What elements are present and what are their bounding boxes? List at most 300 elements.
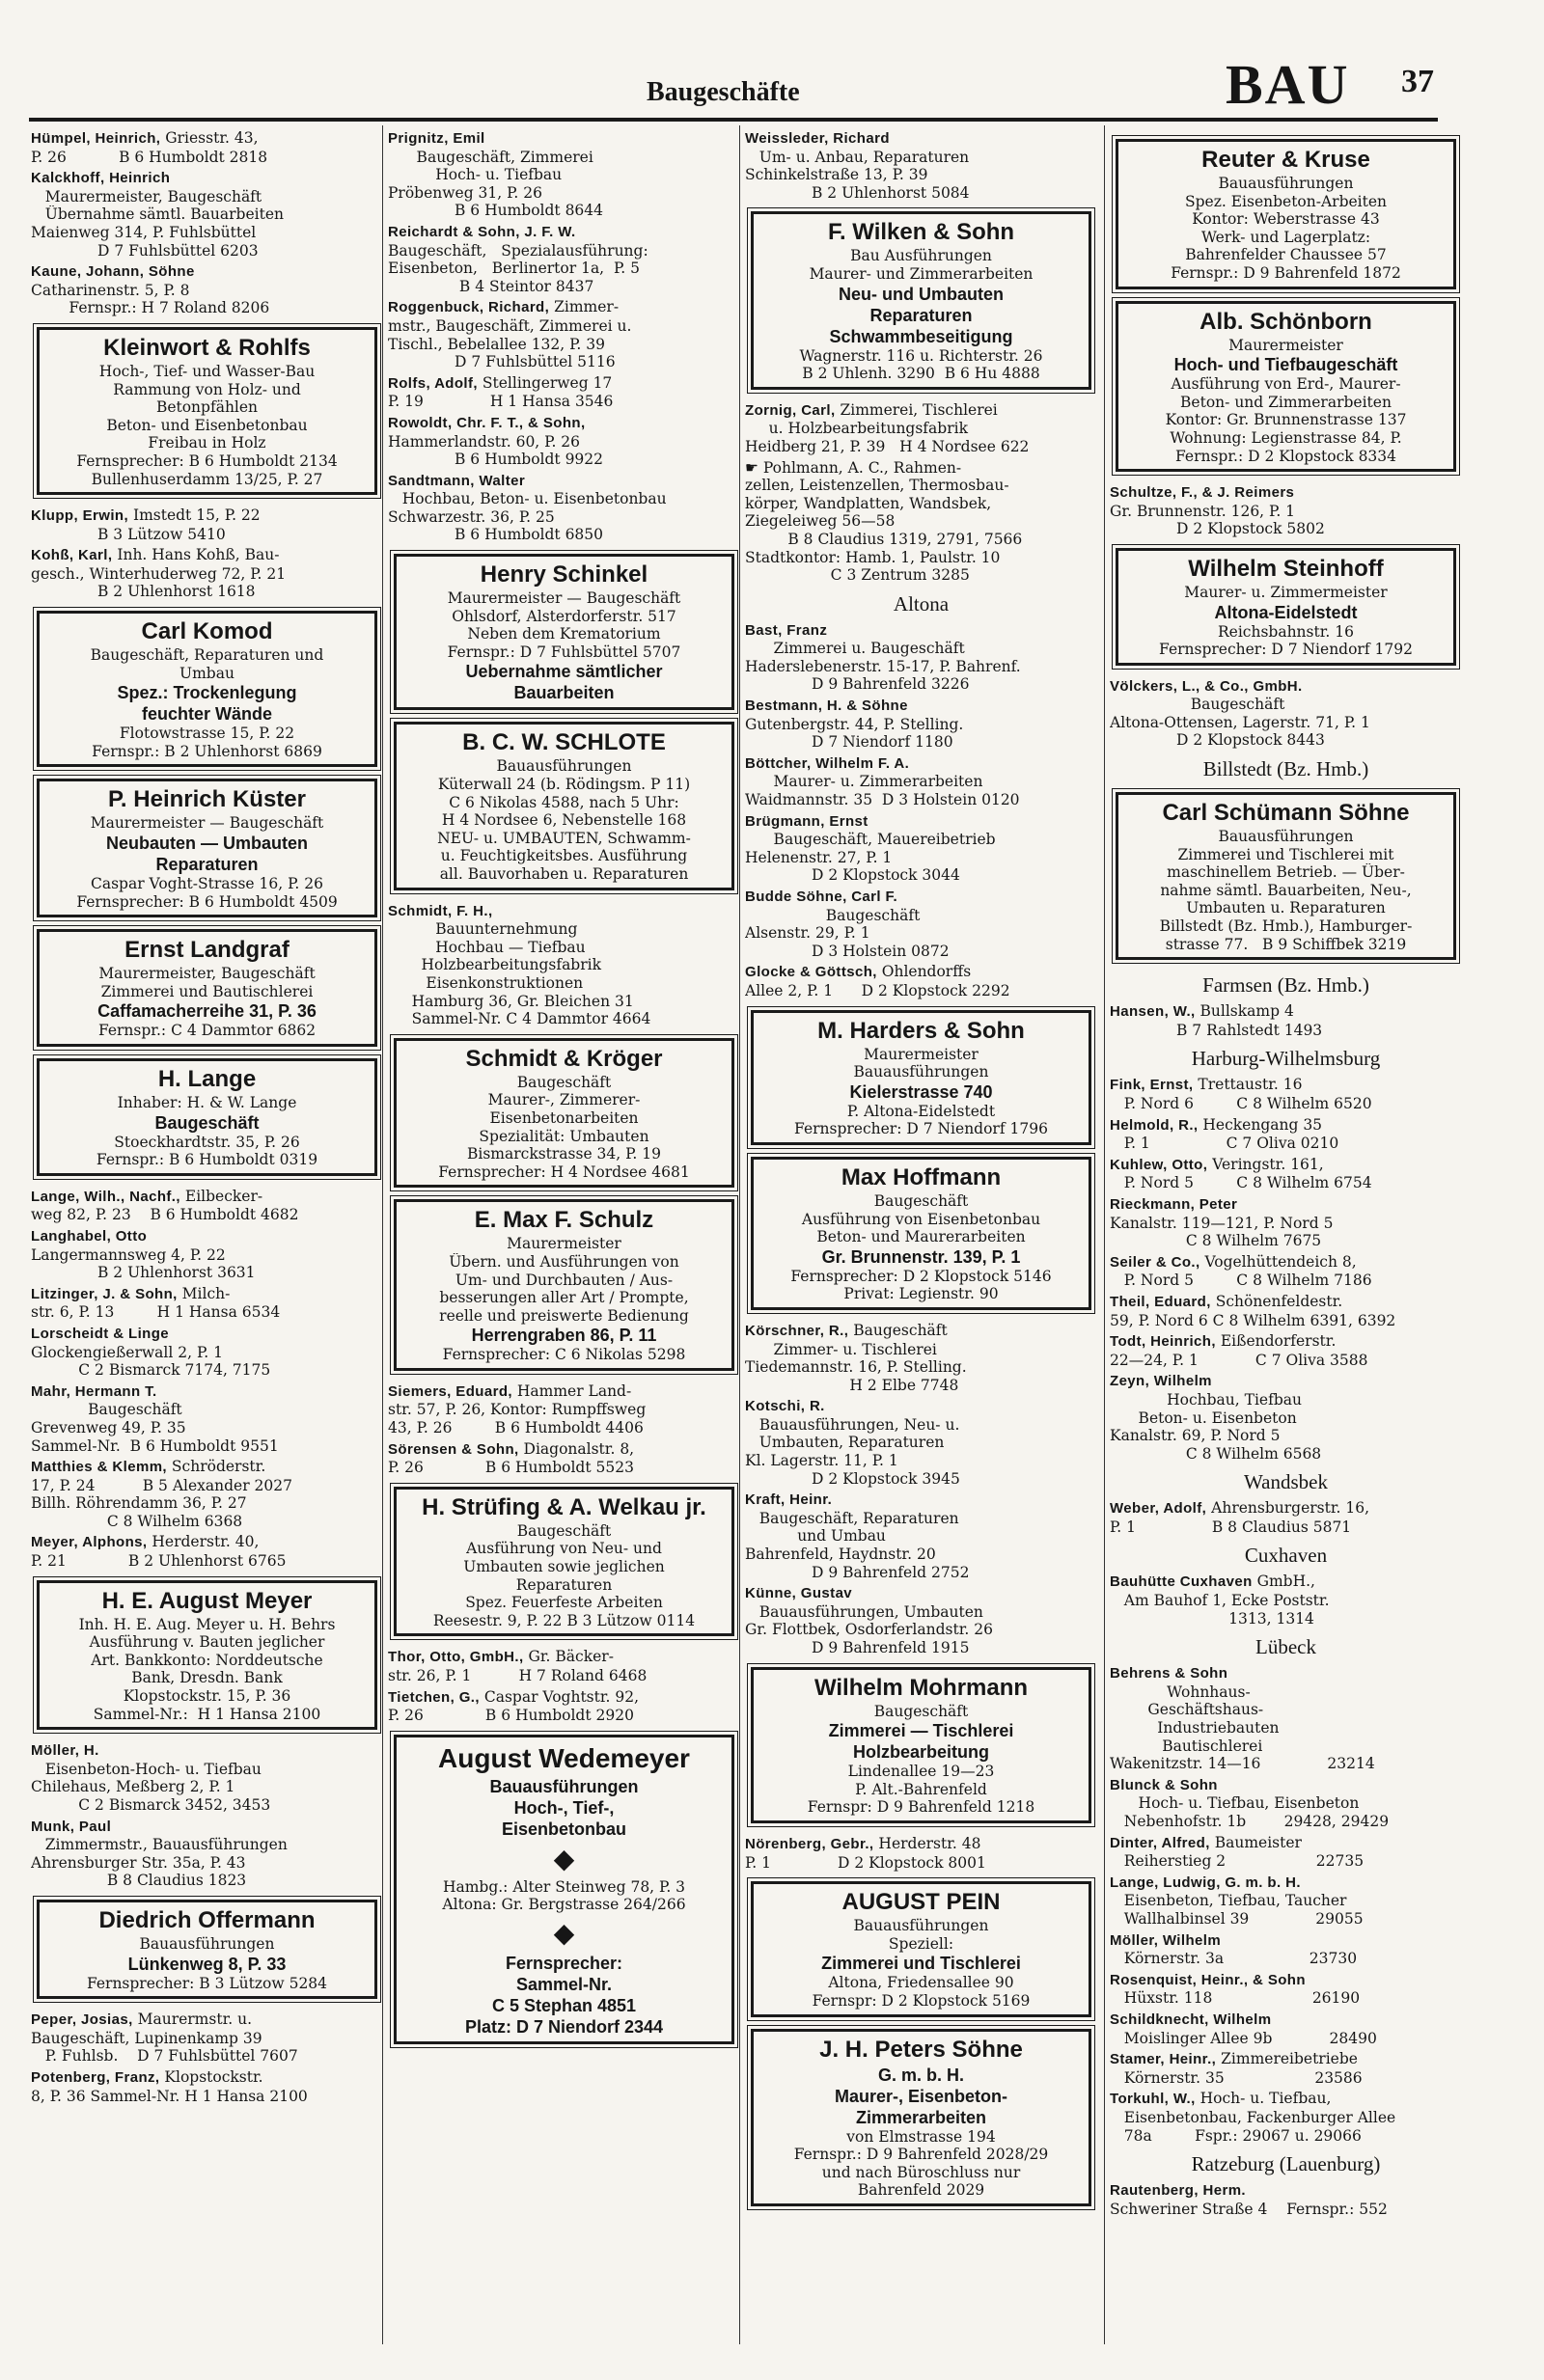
entry-line: Hamburg 36, Gr. Bleichen 31 xyxy=(388,992,634,1010)
ad-line: Art. Bankkonto: Norddeutsche xyxy=(91,1651,323,1669)
ad-line: Flotowstrasse 15, P. 22 xyxy=(119,725,295,743)
entry-line: Baugeschäft xyxy=(1110,696,1285,714)
entry-name: Zeyn, Wilhelm xyxy=(1110,1373,1212,1390)
directory-entry xyxy=(1110,1195,1462,1250)
entry-line: Weber, Adolf, Ahrensburgerstr. 16, xyxy=(1110,1499,1370,1518)
ad-line: Rammung von Holz- und xyxy=(113,380,301,398)
entry-name: Roggenbuck, Richard, xyxy=(388,299,550,316)
advertisement-box xyxy=(394,722,734,889)
entry-line: Fernspr.: H 7 Roland 8206 xyxy=(31,299,270,317)
ad-line: Privat: Legienstr. 90 xyxy=(843,1285,999,1303)
ad-line: Küterwall 24 (b. Rödingsm. P 11) xyxy=(437,776,691,794)
entry-line xyxy=(745,812,1097,832)
entry-line: Fink, Ernst, Trettaustr. 16 xyxy=(1110,1076,1303,1094)
directory-entry xyxy=(31,1533,383,1570)
ad-line: Reesestr. 9, P. 22 B 3 Lützow 0114 xyxy=(432,1611,696,1629)
directory-entry xyxy=(745,697,1097,752)
entry-name: Blunck & Sohn xyxy=(1110,1776,1218,1793)
entry-name: Lange, Wilh., Nachf., xyxy=(31,1188,180,1205)
entry-line: Schweriner Straße 4 Fernspr.: 552 xyxy=(1110,2200,1388,2218)
ad-line: von Elmstrasse 194 xyxy=(846,2127,996,2146)
ad-line: Beton- und Eisenbetonbau xyxy=(106,416,308,434)
entry-line: Siemers, Eduard, Hammer Land- xyxy=(388,1381,632,1400)
entry-line: Zimmer- u. Tischlerei xyxy=(745,1340,937,1358)
ad-line: Wagnerstr. 116 u. Richterstr. 26 xyxy=(799,346,1043,365)
entry-line: Catharinenstr. 5, P. 8 xyxy=(31,281,190,299)
entry-line: Maurermeister, Baugeschäft xyxy=(31,187,262,205)
ad-line: B 2 Uhlenh. 3290 B 6 Hu 4888 xyxy=(802,365,1040,383)
entry-line: Industriebauten xyxy=(1110,1719,1280,1737)
entry-name: Potenberg, Franz, xyxy=(31,2068,160,2086)
entry-name: Kalckhoff, Heinrich xyxy=(31,170,171,187)
ad-highlight-line: Zimmerei und Tischlerei xyxy=(821,1954,1021,1974)
header-rule xyxy=(29,118,1438,122)
ad-line: Ohlsdorf, Alsterdorferstr. 517 xyxy=(452,607,676,625)
entry-line: C 2 Bismarck 7174, 7175 xyxy=(31,1361,271,1380)
ad-highlight-line: Reparaturen xyxy=(155,855,259,875)
ad-line: Reparaturen xyxy=(515,1575,613,1594)
ad-line: Bauausführungen xyxy=(1218,175,1354,192)
directory-entry xyxy=(31,1818,383,1890)
entry-line: Baugeschäft xyxy=(31,1401,182,1419)
ad-line: Umbau xyxy=(179,664,234,682)
ad-line: Sammel-Nr.: H 1 Hansa 2100 xyxy=(93,1705,321,1723)
ad-highlight-line: Platz: D 7 Niendorf 2344 xyxy=(464,2016,664,2037)
entry-line: Schinkelstraße 13, P. 39 xyxy=(745,166,928,184)
entry-line: Altona-Ottensen, Lagerstr. 71, P. 1 xyxy=(1110,713,1370,731)
advertisement-box xyxy=(37,611,377,767)
entry-line: Umbauten, Reparaturen xyxy=(745,1434,945,1452)
entry-line: Klupp, Erwin, Imstedt 15, P. 22 xyxy=(31,506,261,525)
ad-title: F. Wilken & Sohn xyxy=(827,219,1015,246)
ad-line: Bullenhuserdamm 13/25, P. 27 xyxy=(91,470,323,488)
directory-entry xyxy=(745,963,1097,999)
entry-line: B 2 Uhlenhorst 3631 xyxy=(31,1264,256,1282)
ad-highlight-line: Hoch-, Tief-, xyxy=(513,1797,615,1818)
entry-line: Schwarzestr. 36, P. 25 xyxy=(388,507,555,526)
entry-line xyxy=(1110,1776,1462,1795)
entry-name: Rowoldt, Chr. F. T., & Sohn, xyxy=(388,414,586,431)
ad-line: Reichsbahnstr. 16 xyxy=(1217,622,1354,641)
entry-line: str. 26, P. 1 H 7 Roland 6468 xyxy=(388,1667,648,1684)
advertisement-box xyxy=(751,211,1091,389)
entry-name: Sörensen & Sohn, xyxy=(388,1440,519,1458)
ad-line: Baugeschäft, Reparaturen und xyxy=(90,646,324,665)
entry-line xyxy=(388,223,740,242)
directory-entry xyxy=(1110,1664,1462,1773)
entry-line: Langermannsweg 4, P. 22 xyxy=(31,1245,226,1264)
directory-entry xyxy=(1110,1499,1462,1536)
entry-line: Gr. Flottbek, Osdorferlandstr. 26 xyxy=(745,1621,993,1639)
ad-highlight-line: Maurer-, Eisenbeton- xyxy=(834,2086,1008,2106)
ad-line: Neben dem Krematorium xyxy=(467,625,661,643)
entry-line: Potenberg, Franz, Klopstockstr. xyxy=(31,2067,263,2086)
directory-entry xyxy=(31,1188,383,1224)
diamond-ornament: ◆ xyxy=(553,1916,575,1949)
ad-title: B. C. W. SCHLOTE xyxy=(462,729,666,756)
entry-line: Tischl., Bebelallee 132, P. 39 xyxy=(388,335,605,353)
ad-line: Spez. Feuerfeste Arbeiten xyxy=(465,1594,663,1612)
entry-name: Zornig, Carl, xyxy=(745,401,836,419)
directory-entry xyxy=(745,754,1097,809)
ad-line: nahme sämtl. Bauarbeiten, Neu-, xyxy=(1160,881,1412,899)
entry-line: D 7 Fuhlsbüttel 6203 xyxy=(31,241,259,260)
entry-line: Litzinger, J. & Sohn, Milch- xyxy=(31,1284,231,1302)
entry-line: Baugeschäft, Zimmerei xyxy=(388,148,593,166)
ad-title: Carl Komod xyxy=(141,618,273,645)
directory-entry xyxy=(388,472,740,544)
entry-line: D 2 Klopstock 3044 xyxy=(745,866,960,885)
page-number: 37 xyxy=(1401,64,1434,99)
ad-line: Hambg.: Alter Steinweg 78, P. 3 xyxy=(442,1877,686,1896)
entry-line: Waidmannstr. 35 D 3 Holstein 0120 xyxy=(745,791,1020,809)
directory-column-4 xyxy=(1110,129,1462,2221)
advertisement-box xyxy=(37,929,377,1047)
entry-name: Seiler & Co., xyxy=(1110,1253,1200,1271)
ad-line: Bahrenfeld 2029 xyxy=(857,2181,985,2200)
entry-name: Bestmann, H. & Söhne xyxy=(745,698,908,715)
directory-entry xyxy=(31,1227,383,1282)
entry-line: Bautischlerei xyxy=(1110,1737,1263,1755)
entry-line: B 2 Uhlenhorst 5084 xyxy=(745,183,970,202)
entry-name: Künne, Gustav xyxy=(745,1585,853,1602)
ad-highlight-line: Kielerstrasse 740 xyxy=(849,1081,993,1102)
entry-line xyxy=(745,697,1097,716)
entry-line: P. Nord 5 C 8 Wilhelm 7186 xyxy=(1110,1272,1372,1290)
directory-entry xyxy=(31,2011,383,2065)
ad-line: Klopstockstr. 15, P. 36 xyxy=(123,1687,291,1706)
entry-line: Hoch- u. Tiefbau xyxy=(388,166,563,184)
advertisement-box xyxy=(394,1199,734,1371)
entry-line: B 3 Lützow 5410 xyxy=(31,525,226,543)
entry-line: P. 26 B 6 Humboldt 2818 xyxy=(31,148,268,166)
ad-line: Fernsprecher: B 6 Humboldt 4509 xyxy=(76,892,338,911)
entry-line: Gr. Brunnenstr. 126, P. 1 xyxy=(1110,502,1296,520)
entry-line: Tietchen, G., Caspar Voghtstr. 92, xyxy=(388,1687,640,1706)
ad-line: Altona, Friedensallee 90 xyxy=(828,1974,1014,1992)
entry-line: Helenenstr. 27, P. 1 xyxy=(745,848,893,866)
ad-line: Bauausführungen xyxy=(853,1917,989,1935)
directory-entry xyxy=(1110,1971,1462,2008)
entry-line: Geschäftshaus- xyxy=(1110,1701,1264,1719)
directory-entry xyxy=(388,223,740,295)
entry-line: Kl. Lagerstr. 11, P. 1 xyxy=(745,1452,898,1470)
entry-line xyxy=(745,754,1097,774)
entry-line: Hammerlandstr. 60, P. 26 xyxy=(388,432,581,451)
entry-line: 17, P. 24 B 5 Alexander 2027 xyxy=(31,1476,292,1494)
directory-entry xyxy=(1110,1293,1462,1329)
directory-entry xyxy=(1110,1776,1462,1831)
entry-line: Nörenberg, Gebr., Herderstr. 48 xyxy=(745,1834,981,1852)
entry-line xyxy=(388,472,740,491)
ad-line: Maurermeister — Baugeschäft xyxy=(90,814,324,833)
ad-line: maschinellem Betrieb. — Über- xyxy=(1167,863,1405,882)
entry-line: D 9 Bahrenfeld 1915 xyxy=(745,1639,970,1656)
entry-name: Lange, Ludwig, G. m. b. H. xyxy=(1110,1874,1301,1891)
ad-line: Fernspr.: D 7 Fuhlsbüttel 5707 xyxy=(447,643,681,661)
directory-entry xyxy=(745,1491,1097,1581)
ad-title: J. H. Peters Söhne xyxy=(819,2036,1023,2063)
advertisement-box xyxy=(751,1667,1091,1823)
entry-line xyxy=(31,262,383,282)
entry-line: Torkuhl, W., Hoch- u. Tiefbau, xyxy=(1110,2090,1332,2108)
entry-name: Mahr, Hermann T. xyxy=(31,1382,157,1400)
ad-title: Wilhelm Steinhoff xyxy=(1188,555,1384,582)
entry-name: Weber, Adolf, xyxy=(1110,1500,1207,1518)
entry-line: Bauhütte Cuxhaven GmbH., xyxy=(1110,1573,1315,1591)
entry-line: ☛ Pohlmann, A. C., Rahmen- xyxy=(745,458,962,477)
entry-line: Hüxstr. 118 26190 xyxy=(1110,1989,1361,2008)
directory-entry xyxy=(31,1458,383,1530)
entry-line: P. 1 D 2 Klopstock 8001 xyxy=(745,1853,986,1872)
ad-highlight-line: Caffamacherreihe 31, P. 36 xyxy=(97,1001,317,1022)
entry-name: Lorscheidt & Linge xyxy=(31,1325,170,1342)
entry-line xyxy=(745,129,1097,149)
directory-entry xyxy=(31,546,383,601)
entry-line: Dinter, Alfred, Baumeister xyxy=(1110,1833,1302,1851)
ad-title: Carl Schümann Söhne xyxy=(1162,800,1410,827)
ad-highlight-line: Uebernahme sämtlicher xyxy=(465,662,663,682)
entry-name: Bauhütte Cuxhaven xyxy=(1110,1573,1253,1591)
ad-title: H. Lange xyxy=(157,1066,257,1092)
entry-line: Wakenitzstr. 14—16 23214 xyxy=(1110,1755,1375,1773)
ad-line: Fernsprecher: D 2 Klopstock 5146 xyxy=(790,1267,1052,1285)
directory-entry xyxy=(1110,1076,1462,1112)
entry-line: Ziegeleiweg 56—58 xyxy=(745,512,896,531)
entry-name: Hümpel, Heinrich, xyxy=(31,130,161,147)
entry-line: Peper, Josias, Maurermstr. u. xyxy=(31,2011,253,2029)
directory-entry xyxy=(31,1285,383,1322)
entry-line: Bauausführungen, Neu- u. xyxy=(745,1415,960,1434)
ad-line: Spezialität: Umbauten xyxy=(479,1127,649,1145)
entry-line: B 6 Humboldt 8644 xyxy=(388,202,604,220)
entry-line: Baugeschäft xyxy=(745,906,921,924)
ad-line: Werk- und Lagerplatz: xyxy=(1200,228,1371,246)
entry-line: Eisenbeton, Berlinertor 1a, P. 5 xyxy=(388,260,640,278)
entry-line: Heidberg 21, P. 39 H 4 Nordsee 622 xyxy=(745,437,1030,455)
entry-line: Hochbau, Beton- u. Eisenbetonbau xyxy=(388,490,667,508)
entry-name: Dinter, Alfred, xyxy=(1110,1834,1210,1851)
advertisement-box xyxy=(37,327,377,495)
advertisement-box xyxy=(394,554,734,710)
ad-line: Stoeckhardtstr. 35, P. 26 xyxy=(114,1133,300,1151)
ad-line: Bauausführungen xyxy=(1218,828,1354,846)
place-heading: Ratzeburg (Lauenburg) xyxy=(1191,2152,1381,2176)
entry-line: P. 21 B 2 Uhlenhorst 6765 xyxy=(31,1552,287,1571)
entry-line xyxy=(1110,677,1462,697)
entry-line: B 4 Steintor 8437 xyxy=(388,277,594,295)
entry-line: Roggenbuck, Richard, Zimmer- xyxy=(388,298,620,316)
entry-line: P. 1 C 7 Oliva 0210 xyxy=(1110,1135,1339,1153)
entry-name: Rautenberg, Herm. xyxy=(1110,2182,1246,2200)
entry-line: Hansen, W., Bullskamp 4 xyxy=(1110,1002,1294,1021)
entry-line: D 2 Klopstock 5802 xyxy=(1110,520,1325,538)
ad-line: Fernspr.: D 2 Klopstock 8334 xyxy=(1174,447,1397,465)
entry-name: Kotschi, R. xyxy=(745,1398,825,1415)
entry-name: Kohß, Karl, xyxy=(31,547,113,564)
entry-name: Meyer, Alphons, xyxy=(31,1534,148,1551)
entry-name: Theil, Eduard, xyxy=(1110,1293,1211,1310)
entry-name: Bast, Franz xyxy=(745,621,828,639)
entry-line: u. Holzbearbeitungsfabrik xyxy=(745,420,968,438)
entry-line: Kanalstr. 69, P. Nord 5 xyxy=(1110,1427,1281,1445)
entry-line: B 7 Rahlstedt 1493 xyxy=(1110,1021,1323,1039)
entry-line xyxy=(1110,1931,1462,1951)
ad-title: M. Harders & Sohn xyxy=(817,1017,1025,1044)
directory-entry xyxy=(1110,1874,1462,1929)
entry-line: C 8 Wilhelm 6368 xyxy=(31,1512,243,1530)
ad-line: Bismarckstrasse 34, P. 19 xyxy=(466,1145,661,1163)
entry-line: Reiherstieg 2 22735 xyxy=(1110,1852,1365,1871)
ad-line: Hoch-, Tief- und Wasser-Bau xyxy=(98,362,316,380)
place-heading: Cuxhaven xyxy=(1244,1544,1328,1568)
entry-line: D 9 Bahrenfeld 2752 xyxy=(745,1563,970,1581)
entry-line: Todt, Heinrich, Eißendorferstr. xyxy=(1110,1332,1337,1351)
entry-line xyxy=(388,414,740,433)
entry-line: C 2 Bismarck 3452, 3453 xyxy=(31,1796,271,1814)
entry-line: Stadtkontor: Hamb. 1, Paulstr. 10 xyxy=(745,548,1001,566)
ad-line: strasse 77. B 9 Schiffbek 3219 xyxy=(1165,935,1407,953)
ad-line: Bau Ausführungen xyxy=(850,247,992,265)
entry-name: Schildknecht, Wilhelm xyxy=(1110,2011,1272,2028)
entry-line: Glockengießerwall 2, P. 1 xyxy=(31,1343,223,1361)
ad-highlight-line: G. m. b. H. xyxy=(877,2065,964,2085)
entry-name: Rosenquist, Heinr., & Sohn xyxy=(1110,1971,1306,1988)
entry-line xyxy=(1110,2181,1462,2201)
entry-line: Grevenweg 49, P. 35 xyxy=(31,1418,186,1436)
entry-line: C 8 Wilhelm 7675 xyxy=(1110,1232,1322,1250)
entry-line: 59, P. Nord 6 C 8 Wilhelm 6391, 6392 xyxy=(1110,1311,1396,1329)
directory-entry xyxy=(745,621,1097,694)
entry-line: Pröbenweg 31, P. 26 xyxy=(388,183,542,202)
ad-line: Übern. und Ausführungen von xyxy=(449,1252,679,1271)
ad-line: Caspar Voght-Strasse 16, P. 26 xyxy=(91,875,323,893)
advertisement-box xyxy=(1116,139,1456,289)
entry-line: Chilehaus, Meßberg 2, P. 1 xyxy=(31,1778,235,1796)
entry-line: Sammel-Nr. C 4 Dammtor 4664 xyxy=(388,1010,651,1028)
entry-name: Böttcher, Wilhelm F. A. xyxy=(745,754,910,772)
ad-highlight-line: feuchter Wände xyxy=(141,704,273,725)
ad-highlight-line: Eisenbetonbau xyxy=(501,1819,626,1839)
ad-line: Umbauten sowie jeglichen xyxy=(463,1558,665,1576)
entry-name: Glocke & Göttsch, xyxy=(745,964,877,981)
entry-line: D 7 Fuhlsbüttel 5116 xyxy=(388,353,616,371)
entry-line: D 2 Klopstock 3945 xyxy=(745,1469,960,1488)
advertisement-box xyxy=(37,1900,377,1999)
entry-line: Gutenbergstr. 44, P. Stelling. xyxy=(745,715,964,733)
entry-line: Allee 2, P. 1 D 2 Klopstock 2292 xyxy=(745,981,1010,999)
ad-line: Um- und Durchbauten / Aus- xyxy=(455,1271,674,1289)
ad-line: Maurermeister — Baugeschäft xyxy=(447,589,681,608)
directory-entry xyxy=(1110,483,1462,538)
entry-line: C 8 Wilhelm 6568 xyxy=(1110,1444,1322,1463)
ad-line: u. Feuchtigkeitsbes. Ausführung xyxy=(440,847,688,865)
entry-line xyxy=(31,1382,383,1402)
entry-line: C 3 Zentrum 3285 xyxy=(745,566,970,585)
entry-line: Bauunternehmung xyxy=(388,920,578,939)
ad-highlight-line: Neu- und Umbauten xyxy=(839,284,1004,304)
entry-line: B 6 Humboldt 6850 xyxy=(388,526,604,544)
ad-line: Eisenbetonarbeiten xyxy=(489,1108,639,1127)
entry-name: Brügmann, Ernst xyxy=(745,812,868,830)
ad-highlight-line: Zimmerei — Tischlerei xyxy=(828,1721,1014,1741)
entry-line xyxy=(388,902,740,921)
entry-line: Stamer, Heinr., Zimmereibetriebe xyxy=(1110,2050,1358,2068)
entry-name: Reichardt & Sohn, J. F. W. xyxy=(388,223,576,240)
directory-entry xyxy=(745,1322,1097,1394)
entry-line: Kohß, Karl, Inh. Hans Kohß, Bau- xyxy=(31,546,280,564)
entry-line: Nebenhofstr. 1b 29428, 29429 xyxy=(1110,1813,1390,1830)
entry-line: Baugeschäft, Reparaturen xyxy=(745,1509,959,1527)
advertisement-box xyxy=(37,1580,377,1731)
entry-name: Litzinger, J. & Sohn, xyxy=(31,1285,178,1302)
entry-line: P. Nord 5 C 8 Wilhelm 6754 xyxy=(1110,1174,1372,1192)
entry-line: D 2 Klopstock 8443 xyxy=(1110,731,1325,750)
entry-line: Hümpel, Heinrich, Griesstr. 43, xyxy=(31,129,259,147)
ad-title: Reuter & Kruse xyxy=(1201,147,1370,173)
ad-line: Freibau in Holz xyxy=(148,434,266,452)
ad-highlight-line: Hoch- und Tiefbaugeschäft xyxy=(1173,355,1398,375)
entry-line: Zimmermstr., Bauausführungen xyxy=(31,1836,288,1854)
ad-line: Fernspr: D 2 Klopstock 5169 xyxy=(812,1991,1031,2010)
entry-line: Wohnhaus- xyxy=(1110,1682,1251,1701)
directory-entry xyxy=(31,129,383,166)
ad-highlight-line: Spez.: Trockenlegung xyxy=(117,683,297,703)
ad-line: und nach Büroschluss nur xyxy=(821,2163,1021,2181)
ad-line: Baugeschäft xyxy=(873,1702,969,1720)
ad-title: Schmidt & Kröger xyxy=(465,1045,663,1072)
section-title: Baugeschäfte xyxy=(647,77,800,107)
entry-line xyxy=(745,888,1097,907)
entry-line: P. 1 B 8 Claudius 5871 xyxy=(1110,1518,1352,1536)
ad-line: NEU- u. UMBAUTEN, Schwamm- xyxy=(437,829,691,847)
entry-line: 43, P. 26 B 6 Humboldt 4406 xyxy=(388,1419,644,1437)
directory-entry xyxy=(388,298,740,370)
entry-name: Prignitz, Emil xyxy=(388,130,485,147)
entry-line: körper, Wandplatten, Wandsbek, xyxy=(745,494,992,512)
ad-title: Alb. Schönborn xyxy=(1199,308,1372,335)
entry-name: Möller, H. xyxy=(31,1742,99,1760)
entry-line: weg 82, P. 23 B 6 Humboldt 4682 xyxy=(31,1206,299,1224)
entry-name: Weissleder, Richard xyxy=(745,130,890,147)
directory-column-1 xyxy=(31,129,383,2108)
directory-entry xyxy=(745,1584,1097,1656)
entry-line: Tiedemannstr. 16, P. Stelling. xyxy=(745,1358,967,1377)
entry-line: Wallhalbinsel 39 29055 xyxy=(1110,1909,1364,1928)
directory-entry xyxy=(1110,1573,1462,1628)
ad-highlight-line: Bauausführungen xyxy=(489,1776,639,1796)
place-heading: Wandsbek xyxy=(1244,1470,1328,1494)
ad-line: Baugeschäft xyxy=(516,1521,612,1540)
directory-entry xyxy=(1110,1372,1462,1463)
entry-line: D 9 Bahrenfeld 3226 xyxy=(745,675,970,694)
entry-line xyxy=(1110,1874,1462,1893)
ad-line: Ausführung v. Bauten jeglicher xyxy=(89,1633,325,1652)
ad-highlight-line: Lünkenweg 8, P. 33 xyxy=(127,1954,287,1974)
advertisement-box xyxy=(1116,792,1456,960)
ad-line: Fernspr.: D 9 Bahrenfeld 1872 xyxy=(1171,263,1401,282)
advertisement-box xyxy=(37,779,377,917)
directory-entry xyxy=(1110,1156,1462,1192)
entry-name: Völckers, L., & Co., GmbH. xyxy=(1110,677,1303,695)
page-header xyxy=(29,53,1438,118)
advertisement-box xyxy=(751,1010,1091,1145)
ad-line: Bank, Dresdn. Bank xyxy=(131,1669,283,1687)
ad-line: Bahrenfelder Chaussee 57 xyxy=(1185,246,1387,264)
entry-name: Kuhlew, Otto, xyxy=(1110,1156,1208,1173)
ad-line: Altona: Gr. Bergstrasse 264/266 xyxy=(442,1896,686,1914)
entry-line xyxy=(1110,1195,1462,1215)
